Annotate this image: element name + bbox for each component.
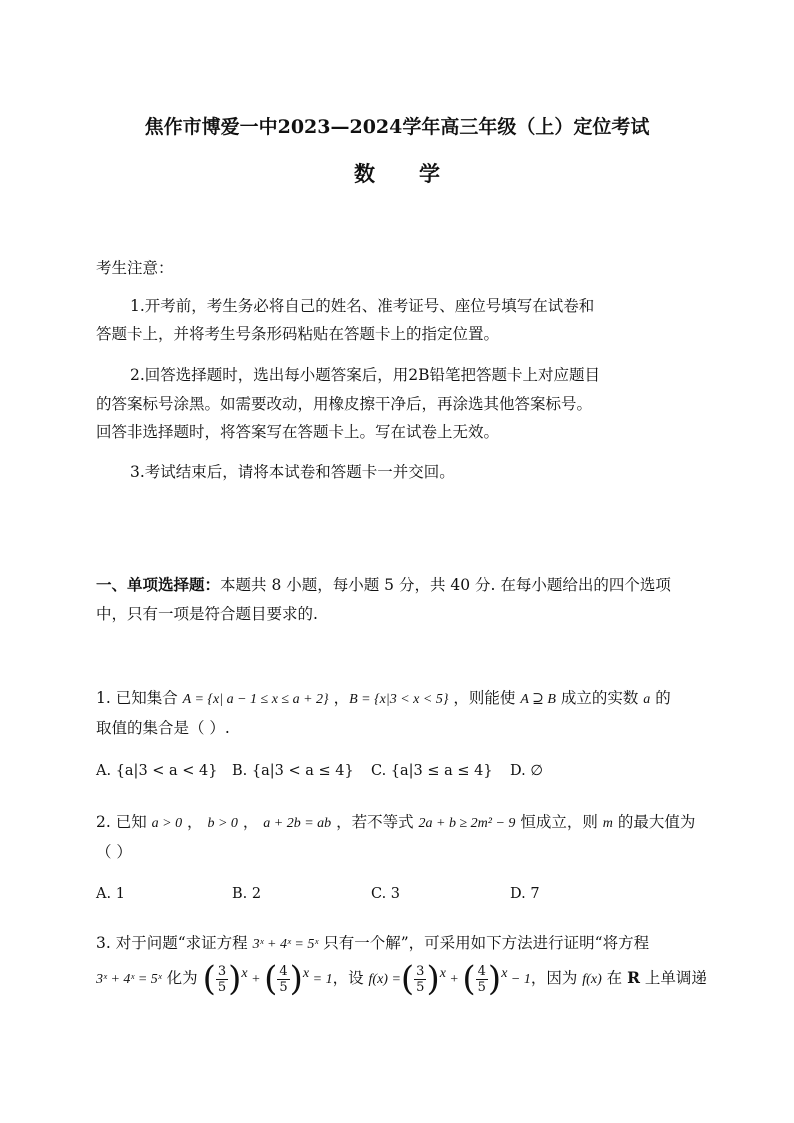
q2-option-c: C. 3 [371, 886, 401, 902]
q2-prefix: 2. 已知 [96, 813, 152, 831]
q2-mid: ，若不等式 [331, 813, 419, 831]
notice-item-2-line-3: 回答非选择题时，将答案写在答题卡上。写在试卷上无效。 [96, 423, 500, 441]
q1-line-1 [96, 686, 671, 708]
q1-mid: ，则能使 [448, 689, 521, 707]
right-paren-4: ) [487, 959, 502, 999]
fraction-3-5: $\frac{3}{5}$ [217, 963, 227, 995]
exponent-x: x [439, 965, 446, 981]
q2-sep-1: ， [182, 813, 208, 831]
q1-option-b: B. {a|3 < a ≤ 4} [232, 763, 354, 779]
notice-item-3: 3.考试结束后，请将本试卷和答题卡一并交回。 [130, 463, 455, 481]
q1-suffix-2: 的 [650, 689, 671, 707]
q3-line-2-e: 上单调递 [639, 969, 707, 987]
q2-option-b: B. 2 [232, 886, 262, 902]
q1-option-a: A. {a|3 < a < 4} [96, 763, 218, 779]
fraction-4-5: $\frac{4}{5}$ [279, 963, 288, 995]
q2-cond-2: b > 0 [207, 816, 238, 831]
fraction-4-5: $\frac{4}{5}$ [477, 963, 486, 995]
fraction-3-5: $\frac{3}{5}$ [416, 963, 425, 995]
q2-inequality: 2a + b ≥ 2m² − 9 [418, 816, 516, 831]
q3-line-1-b: 只有一个解”，可采用如下方法进行证明“将方程 [318, 934, 650, 952]
q3-line-2: 3ˣ + 4ˣ = 5ˣ 化为 ( $\frac{3}{5}$ )$^x$ + ( $\frac{4}{5}$ )$^x$ = 1，设 f(x) =( $\frac{3}{5}$ )$^x$ + ( $\frac{4}{5}$ )$^x$ − 1，因为 f(x) 在 R 上单调递 [96, 959, 707, 999]
section-1-heading [96, 573, 671, 595]
section-1-desc-line-2: 中，只有一项是符合题目要求的. [96, 605, 318, 623]
q2-option-d: D. 7 [510, 886, 540, 902]
q3-fx-2: f(x) [582, 972, 602, 987]
left-paren-3: ( [400, 959, 415, 999]
right-paren-3: ) [426, 959, 440, 999]
notice-item-1-line-1: 1.开考前，考生务必将自己的姓名、准考证号、座位号填写在试卷和 [130, 297, 595, 315]
left-paren-1: ( [202, 959, 216, 999]
right-paren-2: ) [289, 959, 303, 999]
q3-equals-one: = 1 [309, 972, 333, 987]
q2-cond-3: a + 2b = ab [263, 816, 332, 831]
q1-option-c: C. {a|3 ≤ a ≤ 4} [371, 763, 493, 779]
q1-prefix: 1. 已知集合 [96, 689, 183, 707]
subject-title: 数学 [354, 161, 484, 186]
right-paren-1: ) [228, 959, 242, 999]
left-paren-2: ( [264, 959, 278, 999]
exam-title: 焦作市博爱一中2023—2024学年高三年级（上）定位考试 [144, 116, 650, 138]
q3-real-set: R [627, 968, 640, 987]
q2-sep-2: ， [237, 813, 264, 831]
q1-option-d: D. ∅ [510, 763, 543, 779]
q2-var: m [602, 816, 613, 831]
q3-minus-one: − 1 [507, 972, 531, 987]
q3-line-2-c: ，因为 [530, 969, 583, 987]
exponent-x: x [302, 965, 310, 981]
exponent-x: x [501, 965, 508, 981]
q1-suffix: 成立的实数 [555, 689, 644, 707]
q3-fx: f(x) = [368, 972, 401, 987]
q3-line-2-a: 化为 [161, 969, 203, 987]
q1-line-2: 取值的集合是（ ）. [96, 719, 230, 737]
section-1-desc-line-1: 本题共 8 小题，每小题 5 分，共 40 分. 在每小题给出的四个选项 [220, 576, 671, 594]
exponent-x: x [241, 965, 248, 981]
left-paren-4: ( [462, 959, 476, 999]
q2-line-2: （ ） [96, 843, 132, 861]
q3-equation-1: 3ˣ + 4ˣ = 5ˣ [252, 937, 319, 952]
notice-heading: 考生注意： [96, 259, 174, 277]
q3-line-2-b: ，设 [332, 969, 369, 987]
q1-set-b: B = {x|3 < x < 5} [349, 692, 449, 707]
q1-var: a [643, 692, 651, 707]
notice-item-1-line-2: 答题卡上，并将考生号条形码粘贴在答题卡上的指定位置。 [96, 325, 500, 343]
q3-equation-2: 3ˣ + 4ˣ = 5ˣ [96, 972, 162, 987]
q1-set-a: A = {x| a − 1 ≤ x ≤ a + 2} [182, 692, 329, 707]
q3-line-2-d: 在 [601, 969, 628, 987]
q3-line-1-a: 3. 对于问题“求证方程 [96, 934, 253, 952]
notice-item-2-line-2: 的答案标号涂黑。如需要改动，用橡皮擦干净后，再涂选其他答案标号。 [96, 395, 593, 413]
q2-suffix-2: 的最大值为 [612, 813, 696, 831]
q1-comma: ， [328, 689, 350, 707]
q3-line-1 [96, 931, 649, 953]
q2-cond-1: a > 0 [151, 816, 183, 831]
q2-option-a: A. 1 [96, 886, 125, 902]
q2-line-1 [96, 810, 695, 832]
notice-item-2-line-1: 2.回答选择题时，选出每小题答案后，用2B铅笔把答题卡上对应题目 [130, 366, 601, 384]
section-1-label: 一、单项选择题： [96, 575, 221, 594]
q2-suffix: 恒成立，则 [515, 813, 603, 831]
q1-subset: A ⊇ B [520, 692, 556, 707]
